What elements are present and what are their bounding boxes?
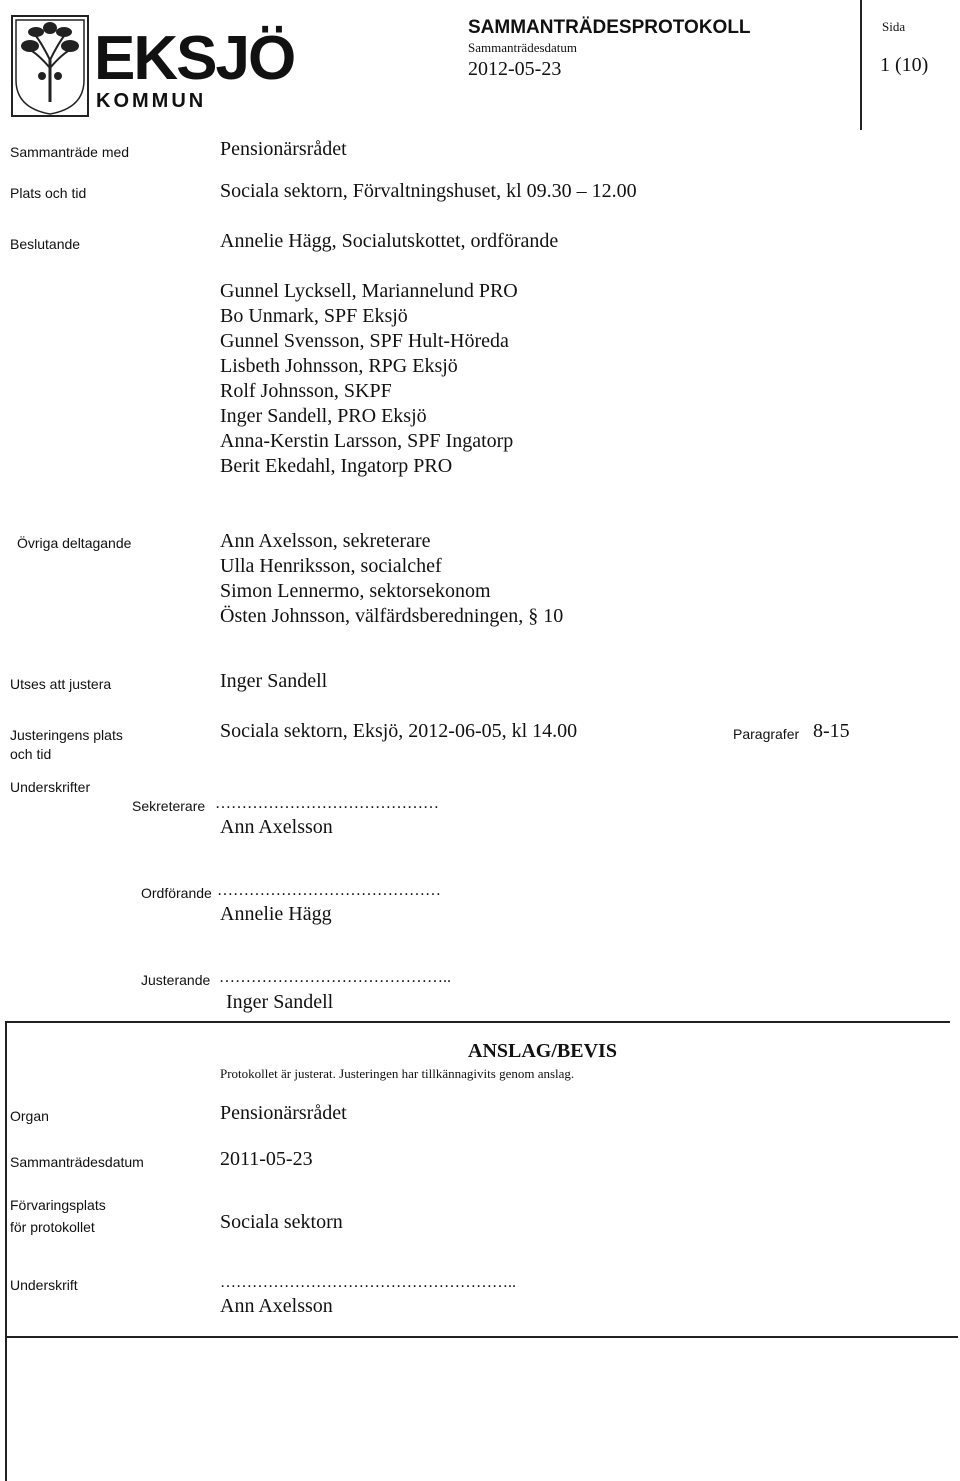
meeting-with-label: Sammanträde med — [10, 144, 130, 160]
member-item: Bo Unmark, SPF Eksjö — [220, 305, 408, 327]
page-number: 1 (10) — [880, 54, 929, 76]
member-item: Lisbeth Johnsson, RPG Eksjö — [220, 355, 458, 377]
header-divider — [860, 0, 862, 130]
meeting-with: Pensionärsrådet — [220, 138, 347, 160]
notice-left-border — [5, 1021, 7, 1481]
section-divider — [5, 1021, 950, 1023]
secretary-label: Sekreterare — [132, 798, 206, 814]
member-item: Gunnel Svensson, SPF Hult-Höreda — [220, 330, 509, 352]
paragraphs-value: 8-15 — [813, 720, 850, 742]
adjuster-value: Inger Sandell — [220, 670, 328, 692]
notice-sign-label: Underskrift — [10, 1277, 78, 1293]
notice-text: Protokollet är justerat. Justeringen har tillkännagivits genom anslag. — [220, 1066, 575, 1081]
adjuster-sign-name: Inger Sandell — [226, 991, 334, 1013]
member-item: Rolf Johnsson, SKPF — [220, 380, 392, 402]
chair-sign-dots: …………………………………… — [217, 882, 441, 899]
other-participant: Ulla Henriksson, socialchef — [220, 555, 442, 577]
notice-title: ANSLAG/BEVIS — [468, 1040, 617, 1062]
place-value: Sociala sektorn, Förvaltningshuset, kl 09.30 – 12.00 — [220, 180, 637, 202]
notice-bottom-divider — [5, 1336, 958, 1338]
other-participant: Östen Johnsson, välfärdsberedningen, § 10 — [220, 605, 564, 627]
notice-signer: Ann Axelsson — [220, 1295, 333, 1317]
adjuster-sign-dots: …………………………………….. — [219, 969, 451, 986]
page-label: Sida — [882, 19, 906, 34]
place-label: Plats och tid — [10, 185, 87, 201]
others-list — [220, 529, 563, 629]
notice-date-label: Sammanträdesdatum — [10, 1154, 144, 1170]
storage-label-line1: Förvaringsplats — [10, 1197, 106, 1213]
signatures-label: Underskrifter — [10, 779, 91, 795]
other-participant: Simon Lennermo, sektorsekonom — [220, 580, 491, 602]
adjuster-sign-label: Justerande — [141, 972, 211, 988]
members-list — [220, 279, 518, 479]
notice-sign-dots: ……………………………………………….. — [220, 1274, 516, 1291]
adj-place-label-line2: och tid — [10, 746, 52, 762]
others-label: Övriga deltagande — [17, 535, 132, 551]
adjuster-label: Utses att justera — [10, 676, 112, 692]
member-item: Inger Sandell, PRO Eksjö — [220, 405, 427, 427]
document-title: SAMMANTRÄDESPROTOKOLL — [468, 17, 751, 38]
eksjo-logo — [8, 10, 295, 122]
other-participant: Ann Axelsson, sekreterare — [220, 530, 431, 552]
storage-value: Sociala sektorn — [220, 1211, 343, 1233]
chair-sign-label: Ordförande — [141, 885, 212, 901]
meeting-date: 2012-05-23 — [468, 58, 562, 80]
adj-place-label-line1: Justeringens plats — [10, 727, 123, 743]
organ-value: Pensionärsrådet — [220, 1102, 347, 1124]
logo-subtitle: KOMMUN — [96, 90, 207, 112]
member-item: Gunnel Lycksell, Mariannelund PRO — [220, 280, 518, 302]
meeting-date-label: Sammanträdesdatum — [468, 40, 578, 55]
organ-label: Organ — [10, 1108, 49, 1124]
chair-sign-name: Annelie Hägg — [220, 903, 332, 925]
secretary-name: Ann Axelsson — [220, 816, 333, 838]
storage-label-line2: för protokollet — [10, 1219, 95, 1235]
member-item: Anna-Kerstin Larsson, SPF Ingatorp — [220, 430, 514, 452]
paragraphs-label: Paragrafer — [733, 726, 800, 742]
storage-label — [10, 1194, 106, 1238]
deciding-label: Beslutande — [10, 236, 81, 252]
adj-place-value: Sociala sektorn, Eksjö, 2012-06-05, kl 14.00 — [220, 720, 578, 742]
member-item: Berit Ekedahl, Ingatorp PRO — [220, 455, 453, 477]
secretary-dots: …………………………………… — [215, 795, 439, 812]
adj-place-label — [10, 726, 123, 764]
notice-date-value: 2011-05-23 — [220, 1148, 313, 1170]
chair-line: Annelie Hägg, Socialutskottet, ordförande — [220, 230, 559, 252]
logo-wordmark: EKSJÖ — [94, 24, 295, 93]
coat-of-arms-icon — [8, 10, 92, 122]
